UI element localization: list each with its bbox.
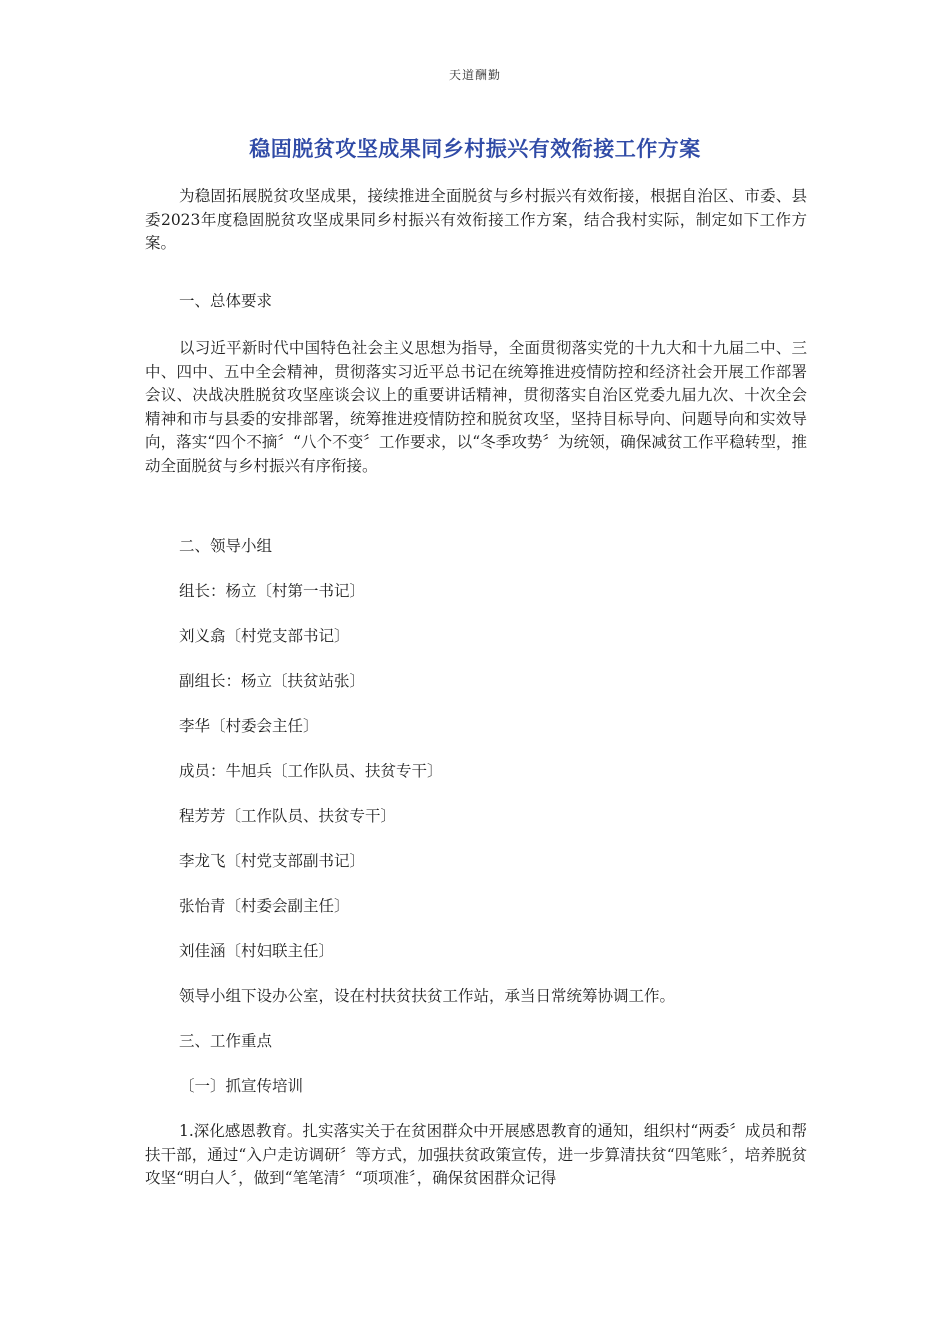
member-line: 李龙飞〔村党支部副书记〕 [179,852,366,870]
member-line: 成员：牛旭兵〔工作队员、扶贫专干〕 [179,762,443,780]
member-line: 张怡青〔村委会副主任〕 [179,897,350,915]
section-heading-focus: 三、工作重点 [179,1032,273,1050]
subsection-heading-publicity: 〔一〕抓宣传培训 [179,1077,304,1095]
member-line: 刘义翕〔村党支部书记〕 [179,627,350,645]
section-heading-general: 一、总体要求 [179,292,273,310]
member-line: 李华〔村委会主任〕 [179,717,319,735]
section-body-general: 以习近平新时代中国特色社会主义思想为指导，全面贯彻落实党的十九大和十九届二中、三中、四中、五中全会精神，贯彻落实习近平总书记在统筹推进疫情防控和经济社会开展工作部署会议、决战决胜脱贫攻坚座谈会议上的重要讲话精神，贯彻落实自治区党委九届九次、十次全会精神和市与县委的安排部署，统筹推进疫情防控和脱贫攻坚，坚持目标导向、问题导向和实效导向，落实“四个不摘〞“八个不变〞工作要求，以“冬季攻势〞为统领，确保减贫工作平稳转型，推动全面脱贫与乡村振兴有序衔接。 [145,339,807,475]
intro-paragraph: 为稳固拓展脱贫攻坚成果，接续推进全面脱贫与乡村振兴有效衔接，根据自治区、市委、县委2023年度稳固脱贫攻坚成果同乡村振兴有效衔接工作方案，结合我村实际，制定如下工作方案。 [145,187,807,252]
header-brand: 天道酬勤 [448,68,501,82]
office-note: 领导小组下设办公室，设在村扶贫扶贫工作站，承当日常统筹协调工作。 [179,987,676,1005]
page-title: 稳固脱贫攻坚成果同乡村振兴有效衔接工作方案 [249,137,701,161]
section-heading-leadership: 二、领导小组 [179,537,273,555]
member-line: 副组长：杨立〔扶贫站张〕 [179,672,366,690]
member-line: 组长：杨立〔村第一书记〕 [179,582,366,600]
member-line: 刘佳涵〔村妇联主任〕 [179,942,335,960]
item-paragraph-gratitude: 1.深化感恩教育。扎实落实关于在贫困群众中开展感恩教育的通知，组织村“两委〞成员和帮扶干部，通过“入户走访调研〞等方式，加强扶贫政策宣传，进一步算清扶贫“四笔账〞，培养脱贫攻坚“明白人〞，做到“笔笔清〞“项项准〞，确保贫困群众记得 [145,1122,807,1187]
member-line: 程芳芳〔工作队员、扶贫专干〕 [179,807,397,825]
